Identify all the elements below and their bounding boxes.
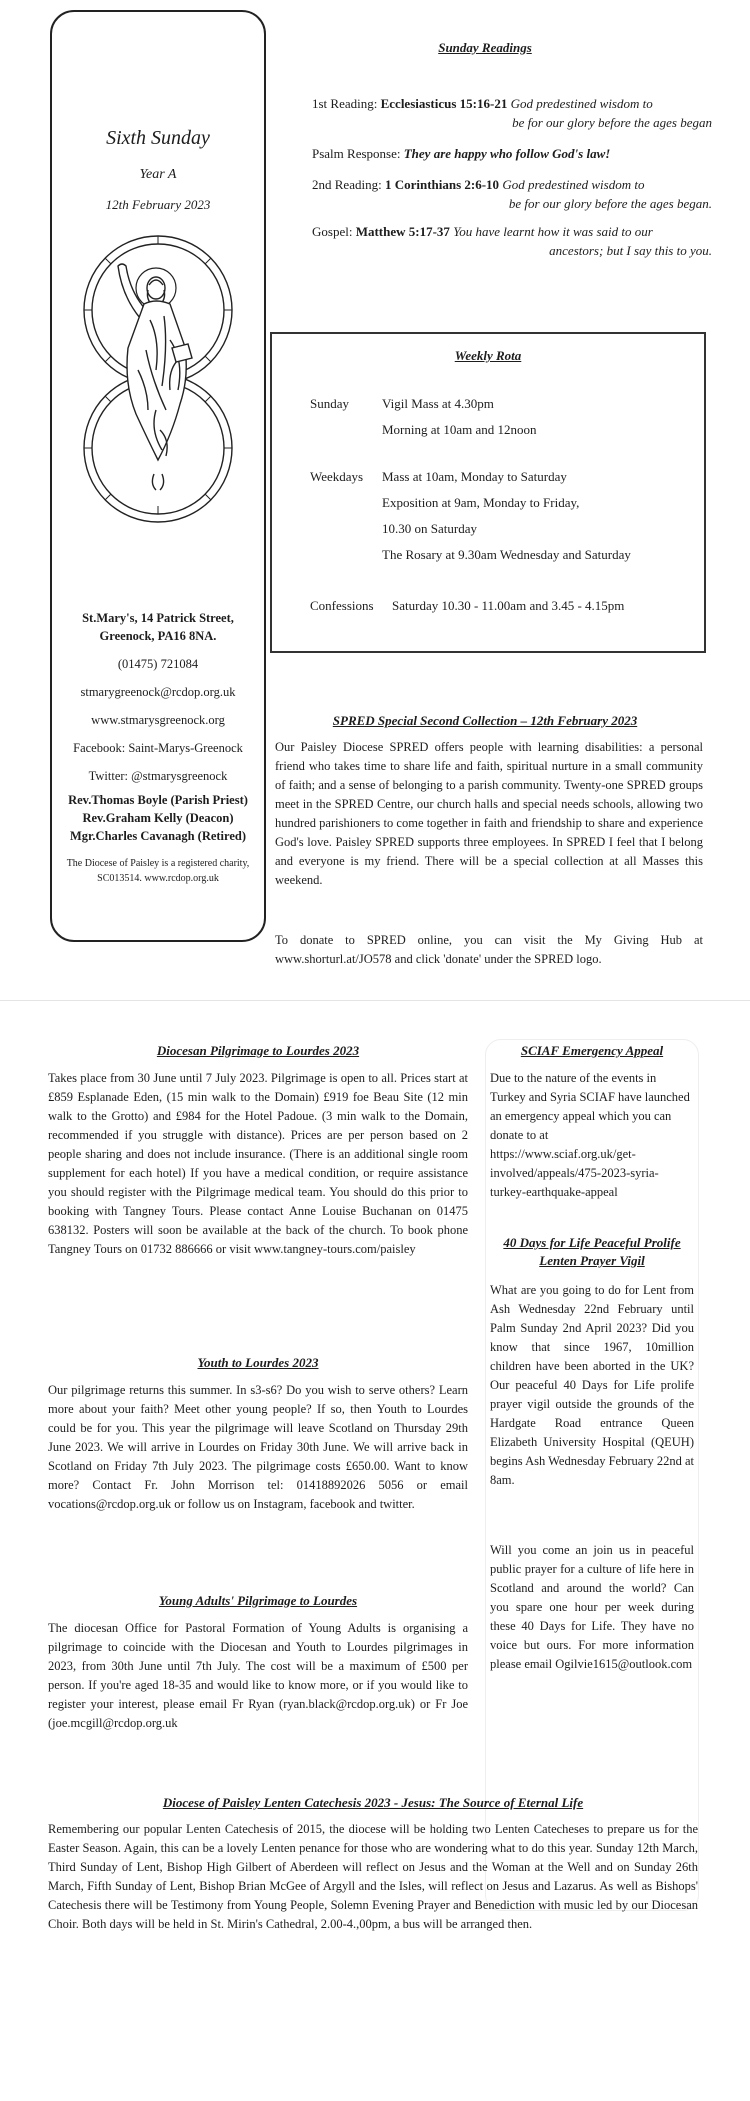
youth-lourdes-heading: Youth to Lourdes 2023 (197, 1355, 319, 1370)
forty-days-paragraph1: What are you going to do for Lent from Ash Wednesday 22nd February until Palm Sunday 2nd April 2023? Did you know that since 1967, 10million children have been aborted in the UK? Our peaceful 40 Days for Life prolife prayer vigil outside the grounds of the Hardgate Road entrance Queen Elizabeth University Hospital (QEUH) begins Ash Wednesday February 22nd at 8am. (490, 1283, 694, 1487)
young-adults-heading: Young Adults' Pilgrimage to Lourdes (158, 1593, 358, 1608)
spred-paragraph: Our Paisley Diocese SPRED offers people with learning disabilities: a personal friend who takes time to share life and faith, spiritual nurture in a small community of faith; and a sense of belonging to a parish community. Twenty-one SPRED groups meet in the SPRED Centre, our church halls and special needs schools, allowing two hundred parishioners to come together in faith and friendship to share and experience God's love. Paisley SPRED supports three employees. In SPRED I feel that I belong and everyone is my friend. There will be a special collection at all Masses this weekend. (275, 740, 703, 887)
catechesis-body: Remembering our popular Lenten Catechesis of 2015, the diocese will be holding two Lenten Catecheses to prepare us for the Easter Season. Again, this can be a lovely Lenten penance for those who are wondering what to do this year. Sunday 12th March, Third Sunday of Lent, Bishop High Gilbert of Aberdeen will reflect on Jesus and the Woman at the Well and on Sunday 26th March, Fifth Sunday of Lent, Bishop Brian McGee of Argyll and the Isles, will reflect on Jesus and Lazarus. As well as Bishops' Catechesis there will be Testimony from Young People, Solemn Evening Prayer and Benediction with music led by our Diocesan Choir. Both days will be held in St. Mirin's Cathedral, 2.00-4.,00pm, a bus will be arranged then. (48, 1822, 698, 1931)
lourdes-heading: Diocesan Pilgrimage to Lourdes 2023 (156, 1043, 360, 1058)
confessions-label: Confessions (310, 598, 374, 613)
weekdays-label: Weekdays (310, 469, 364, 484)
spred-heading: SPRED Special Second Collection – 12th February 2023 (332, 713, 638, 728)
sunday-readings-heading: Sunday Readings (438, 40, 532, 55)
church-facebook: Facebook: Saint-Marys-Greenock (73, 741, 243, 755)
youth-lourdes-body: Our pilgrimage returns this summer. In s3-s6? Do you wish to serve others? Learn more about your faith? Meet other young people? If so, then Youth to Lourdes could be for you. This year the pilgrimage will leave Scotland on Thursday 29th June 2023. We will arrive in Lourdes on Friday 30th June. We will arrive back in Scotland on Friday 7th July 2023. The pilgrimage costs £650.00. Want to know more? Contact Fr. John Morrison tel: 01418892026 5056 or email vocations@rcdop.org.uk or follow us on Instagram, facebook and twitter. (48, 1383, 468, 1511)
risen-christ-illustration (60, 230, 256, 530)
church-website-link[interactable]: www.stmarysgreenock.org (91, 713, 225, 727)
bulletin-page-2 (0, 1000, 750, 2101)
church-address-line2: Greenock, PA16 8NA. (99, 629, 217, 643)
charity-notice-line1: The Diocese of Paisley is a registered charity, (66, 858, 250, 869)
first-reading-text: be for our glory before the ages began (512, 115, 712, 130)
sunday-label: Sunday (310, 396, 349, 411)
first-reading: 1st Reading: Ecclesiasticus 15:16-21 God predestined wisdom to (312, 96, 653, 111)
charity-notice-line2: SC013514. www.rcdop.org.uk (97, 873, 219, 884)
sciaf-body: Due to the nature of the events in Turkey and Syria SCIAF have launched an emergency appeal which you can donate to at https://www.sciaf.org.uk/get-involved/appeals/475-2023-syria-turkey-earthquake-appeal (490, 1071, 690, 1199)
sunday-title: Sixth Sunday (106, 127, 210, 149)
liturgical-year: Year A (139, 167, 177, 182)
weekly-rota-box (270, 332, 706, 653)
sunday-vigil: Vigil Mass at 4.30pm (382, 396, 494, 411)
sciaf-heading: SCIAF Emergency Appeal (520, 1043, 664, 1058)
confessions-times: Saturday 10.30 - 11.00am and 3.45 - 4.15pm (392, 598, 625, 613)
rosary-times: The Rosary at 9.30am Wednesday and Saturday (382, 547, 631, 562)
retired-priest: Mgr.Charles Cavanagh (Retired) (69, 829, 247, 843)
forty-days-heading-line2: Lenten Prayer Vigil (539, 1253, 645, 1268)
spred-donate-paragraph: To donate to SPRED online, you can visit the My Giving Hub at www.shorturl.at/JO578 and click 'donate' under the SPRED logo. (275, 933, 703, 966)
gospel-reading-text: ancestors; but I say this to you. (549, 243, 712, 258)
weekly-rota-heading: Weekly Rota (454, 348, 522, 363)
church-twitter: Twitter: @stmarysgreenock (88, 769, 228, 783)
bulletin-date: 12th February 2023 (105, 197, 211, 212)
catechesis-heading: Diocese of Paisley Lenten Catechesis 2023 - Jesus: The Source of Eternal Life (162, 1795, 584, 1810)
second-reading: 2nd Reading: 1 Corinthians 2:6-10 God predestined wisdom to (312, 177, 645, 192)
church-address-line1: St.Mary's, 14 Patrick Street, (82, 611, 234, 625)
psalm-response: Psalm Response: They are happy who follow God's law! (312, 146, 611, 161)
weekdays-exposition: Exposition at 9am, Monday to Friday, (382, 495, 580, 510)
weekdays-mass: Mass at 10am, Monday to Saturday (382, 469, 567, 484)
church-phone: (01475) 721084 (117, 657, 199, 671)
forty-days-paragraph2: Will you come an join us in peaceful public prayer for a culture of life here in Scotland and around the world? Can you spare one hour per week during these 40 Days for Life. They have no voice but ours. For more information please email Ogilvie1615@outlook.com (490, 1543, 694, 1671)
bulletin-page-1 (0, 0, 750, 1000)
second-reading-text: be for our glory before the ages began. (508, 196, 712, 211)
saturday-exposition: 10.30 on Saturday (382, 521, 477, 536)
sunday-morning: Morning at 10am and 12noon (382, 422, 537, 437)
parish-info-panel (50, 10, 266, 942)
parish-priest: Rev.Thomas Boyle (Parish Priest) (68, 793, 248, 807)
church-email-link[interactable]: stmarygreenock@rcdop.org.uk (80, 685, 236, 699)
young-adults-body: The diocesan Office for Pastoral Formation of Young Adults is organising a pilgrimage to coincide with the Diocesan and Youth to Lourdes pilgrimages in 2023, from 30th June until 7th July. The cost will be a maximum of £500 per person. If you're aged 18-35 and would like to know more, or if you would like to register your interest, please email Fr Ryan (ryan.black@rcdop.org.uk) or Fr Joe (joe.mcgill@rcdop.org.uk (48, 1621, 468, 1730)
gospel-reading: Gospel: Matthew 5:17-37 You have learnt how it was said to our (312, 224, 653, 239)
deacon: Rev.Graham Kelly (Deacon) (82, 811, 234, 825)
lourdes-body: Takes place from 30 June until 7 July 2023. Pilgrimage is open to all. Prices start at £859 Esplanade Eden, (15 min walk to the Domain) £919 foe Beau Site (12 min walk to the Grotto) and £984 for the Hotel Padoue. (3 min walk to the Domain, recommended if you struggle with distance). Prices are per person based on 2 people sharing and does not include insurance. (There is an additional single room supplement for each hotel) If you have a medical condition, or require assistance you should register with the Pilgrimage medical team. You should do this prior to booking with Tangney Tours. Please contact Anne Louise Buchanan on 01475 638132. Posters will soon be available at the back of the church. To book phone Tangney Tours on 01732 886666 or visit www.tangney-tours.com/paisley (48, 1071, 468, 1256)
forty-days-heading-line1: 40 Days for Life Peaceful Prolife (503, 1235, 681, 1250)
